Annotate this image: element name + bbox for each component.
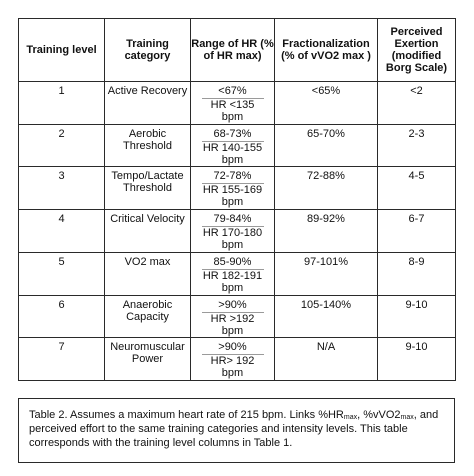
hr-bpm: HR 182-191 bpm: [202, 269, 263, 294]
hr-percent: <67%: [218, 85, 247, 97]
training-category-cell: VO2 max: [124, 255, 171, 268]
table-row: [19, 295, 456, 338]
fractionalization-cell: 97-101%: [303, 255, 349, 268]
training-category-cell: Neuromuscular Power: [110, 341, 185, 366]
fractionalization-cell: 72-88%: [307, 170, 345, 183]
perceived-exertion-cell: 9-10: [405, 298, 428, 311]
training-level-cell: 5: [58, 255, 65, 268]
caption-sub-2: max: [400, 414, 414, 421]
fractionalization-cell: 89-92%: [307, 213, 345, 226]
hr-bpm: HR <135 bpm: [210, 99, 255, 123]
hr-range-cell: [191, 125, 274, 166]
hr-percent: >90%: [218, 341, 247, 354]
perceived-exertion-cell: 6-7: [408, 213, 425, 226]
training-levels-table: [18, 18, 456, 381]
hr-bpm: HR 155-169 bpm: [202, 184, 263, 209]
fractionalization-cell: 105-140%: [300, 298, 352, 311]
hr-bpm: HR> 192 bpm: [210, 355, 255, 380]
fractionalization-cell: 65-70%: [307, 127, 345, 140]
header-training-category: Training category: [105, 19, 191, 82]
fractionalization-cell: <65%: [311, 85, 341, 97]
caption-text-3: , and perceived effort to the same training categories and intensity levels. This table corresponds with the training level columns in Table 1.: [29, 409, 439, 449]
perceived-exertion-cell: <2: [410, 85, 423, 97]
training-level-cell: 7: [58, 341, 65, 354]
hr-bpm: HR 140-155 bpm: [202, 141, 263, 166]
table-row: [19, 252, 456, 295]
caption-text-1: Table 2. Assumes a maximum heart rate of 215 bpm. Links %HR: [29, 409, 344, 421]
table-caption: [18, 398, 455, 463]
hr-range-cell: [191, 338, 274, 379]
training-level-cell: 4: [58, 213, 65, 226]
table-row: [19, 210, 456, 253]
caption-text-2: , %vVO2: [357, 409, 401, 421]
training-category-cell: Critical Velocity: [110, 213, 185, 226]
caption-sub-1: max: [343, 414, 358, 421]
training-category-cell: Tempo/Lactate Threshold: [111, 170, 184, 195]
training-level-cell: 1: [58, 85, 65, 97]
hr-range-cell: [191, 210, 274, 251]
perceived-exertion-cell: 2-3: [408, 127, 425, 140]
perceived-exertion-cell: 4-5: [408, 170, 425, 183]
hr-percent: >90%: [218, 298, 247, 311]
hr-bpm: HR 170-180 bpm: [202, 227, 263, 252]
fractionalization-cell: N/A: [316, 341, 336, 354]
header-fractionalization: Fractionalization (% of vVO2 max ): [275, 19, 378, 82]
training-level-cell: 6: [58, 298, 65, 311]
hr-percent: 85-90%: [213, 255, 252, 268]
header-hr-range: Range of HR (% of HR max): [191, 19, 275, 82]
hr-range-cell: [191, 167, 274, 208]
perceived-exertion-cell: 9-10: [405, 341, 428, 354]
table-row: [19, 124, 456, 167]
hr-percent: 72-78%: [213, 170, 252, 183]
hr-percent: 68-73%: [213, 127, 252, 140]
hr-range-cell: [191, 253, 274, 294]
hr-range-cell: [191, 82, 274, 123]
table-body: [19, 82, 456, 381]
training-category-cell: Aerobic Threshold: [123, 127, 172, 152]
table-row: [19, 167, 456, 210]
header-row: [19, 19, 456, 82]
hr-range-cell: [191, 296, 274, 337]
hr-percent: 79-84%: [213, 213, 252, 226]
training-level-cell: 2: [58, 127, 65, 140]
header-perceived-exertion: Perceived Exertion (modified Borg Scale): [378, 19, 456, 82]
table-row: [19, 82, 456, 125]
training-category-cell: Active Recovery: [107, 85, 188, 97]
hr-bpm: HR >192 bpm: [210, 312, 255, 337]
table-row: [19, 338, 456, 381]
training-category-cell: Anaerobic Capacity: [122, 298, 173, 323]
perceived-exertion-cell: 8-9: [408, 255, 425, 268]
header-training-level: Training level: [19, 19, 105, 82]
training-level-cell: 3: [58, 170, 65, 183]
